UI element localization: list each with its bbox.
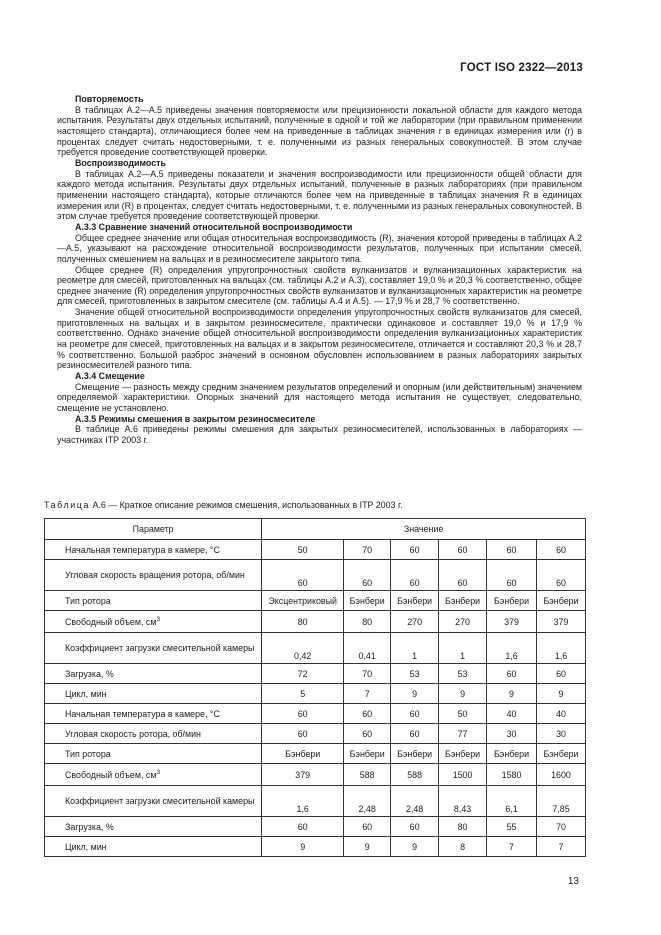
parameter-name-cell — [45, 786, 262, 817]
table-caption-label: Таблица — [44, 500, 90, 510]
value-cell: 40 — [537, 704, 586, 724]
parameter-name: Угловая скорость вращения ротора, об/мин — [65, 569, 245, 580]
value-cell: 70 — [344, 664, 391, 684]
value-cell: Бэнбери — [344, 744, 391, 764]
table-row — [45, 744, 586, 764]
parameter-name: Тип ротора — [65, 595, 111, 606]
value-cell: 60 — [344, 724, 391, 744]
value-cell: 40 — [487, 704, 537, 724]
section-heading-a35: А.3.5 Режимы смешения в закрытом резиносмесителе — [75, 413, 316, 424]
section-heading-a34: А.3.4 Смещение — [75, 371, 145, 382]
value-cell: 60 — [391, 704, 439, 724]
value-cell: 70 — [344, 540, 391, 560]
value-cell: 2,48 — [391, 786, 439, 817]
value-cell: 1580 — [487, 764, 537, 786]
value-cell: 9 — [439, 684, 487, 704]
parameter-name: Цикл, мин — [65, 688, 107, 699]
parameter-name-cell — [45, 684, 262, 704]
section-heading-repeatability: Повторяемость — [75, 94, 144, 104]
value-cell: 60 — [487, 560, 537, 591]
value-cell: 53 — [391, 664, 439, 684]
table-row — [45, 611, 586, 633]
unit-superscript: 3 — [156, 615, 161, 623]
value-cell: 8,43 — [439, 786, 487, 817]
value-cell: 60 — [262, 560, 344, 591]
parameter-name-cell — [45, 591, 262, 611]
value-cell: 9 — [487, 684, 537, 704]
value-cell: Бэнбери — [391, 591, 439, 611]
unit-superscript: 3 — [156, 768, 161, 776]
parameter-name: Цикл, мин — [65, 841, 107, 852]
value-cell: 379 — [537, 611, 586, 633]
paragraph-a33-2: Общее среднее (R) определения упругопрочностных свойств вулканизатов и вулканизационных характеристик на реометре для смесей, приготовленных на вальцах (см. таблицы А.2 и А.3), составляет 19,0 % и 20,3 % соответственно, общее среднее значение (R) определения упругопрочностных свойств вулканизатов и вулканизационных характеристик на реометре для смесей, приготовленных в закрытом смесителе (см. таблицы А.4 и А.5). — 17,9 % и 28,7 % соответственно. — [57, 264, 582, 307]
value-cell: 60 — [344, 817, 391, 837]
value-cell: 9 — [391, 684, 439, 704]
value-cell: 1,6 — [262, 786, 344, 817]
value-cell: 60 — [537, 560, 586, 591]
value-cell: Бэнбери — [487, 591, 537, 611]
value-cell: 80 — [344, 611, 391, 633]
value-cell: 7 — [344, 684, 391, 704]
parameter-name-cell — [45, 817, 262, 837]
value-cell: 270 — [391, 611, 439, 633]
table-body — [45, 540, 586, 857]
paragraph-a35-1: В таблице А.6 приведены режимы смешения для закрытых резиносмесителей, использованных в лабораториях — участниках ITP 2003 г. — [57, 424, 582, 445]
parameter-name-cell — [45, 764, 262, 786]
parameter-name: Коэффициент загрузки смесительной камеры — [65, 795, 255, 806]
value-cell: Бэнбери — [391, 744, 439, 764]
table-row — [45, 540, 586, 560]
column-header-parameter: Параметр — [45, 519, 262, 540]
section-heading-a33: А.3.3 Сравнение значений относительной воспроизводимости — [75, 221, 353, 232]
value-cell: 77 — [439, 724, 487, 744]
table-row — [45, 684, 586, 704]
value-cell: 7 — [537, 837, 586, 857]
table-row — [45, 704, 586, 724]
value-cell: 270 — [439, 611, 487, 633]
value-cell: 8 — [439, 837, 487, 857]
value-cell: Бэнбери — [537, 591, 586, 611]
value-cell: 60 — [391, 817, 439, 837]
parameter-name: Загрузка, % — [65, 821, 114, 832]
table-row — [45, 786, 586, 817]
value-cell: 80 — [262, 611, 344, 633]
value-cell: 7,85 — [537, 786, 586, 817]
value-cell: 72 — [262, 664, 344, 684]
value-cell: 9 — [537, 684, 586, 704]
value-cell: 1,6 — [537, 633, 586, 664]
value-cell: 60 — [439, 540, 487, 560]
value-cell: 60 — [391, 540, 439, 560]
value-cell: 5 — [262, 684, 344, 704]
value-cell: 1500 — [439, 764, 487, 786]
value-cell: 55 — [487, 817, 537, 837]
value-cell: 1,6 — [487, 633, 537, 664]
parameter-name: Начальная температура в камере, °С — [65, 544, 220, 555]
value-cell: Эксцентриковый — [262, 591, 344, 611]
parameter-name-cell — [45, 744, 262, 764]
paragraph-reproducibility: В таблицах А.2—А.5 приведены показатели и значения воспроизводимости или прецизионности общей области для каждого метода испытания. Результаты двух отдельных испытаний, полученные в разных лабораториях (при правильном применении настоящего стандарта), которые отличаются более чем на приведенные в таблицах значения R в единицах измерения или (R) в процентах, следует считать недостоверными, т. е. полученными из разных генеральных совокупностей. В этом случае требуется проведение соответствующей проверки. — [57, 168, 582, 222]
parameter-name-cell — [45, 540, 262, 560]
value-cell: 30 — [487, 724, 537, 744]
value-cell: 60 — [487, 664, 537, 684]
paragraph-repeatability: В таблицах А.2—А.5 приведены значения повторяемости или прецизионности локальной области для каждого метода испытания. Результаты двух отдельных испытаний, полученные в одной и той же лаборатории (при правильном применении настоящего стандарта), отличающиеся более чем на приведенные в таблицах значения r в единицах измерения или (r) в процентах следует считать недостоверными, т. е. полученными из разных генеральных совокупностей. В этом случае требуется проведение соответствующей проверки. — [57, 104, 582, 158]
parameter-name-cell — [45, 560, 262, 591]
value-cell: 9 — [391, 837, 439, 857]
table-row — [45, 560, 586, 591]
parameter-name: Начальная температура в камере, °С — [65, 708, 220, 719]
table-row — [45, 817, 586, 837]
parameter-name: Свободный объем, см — [65, 769, 157, 780]
table-caption — [44, 500, 403, 510]
section-heading-reproducibility: Воспроизводимость — [75, 157, 166, 168]
value-cell: 80 — [439, 817, 487, 837]
value-cell: Бэнбери — [439, 591, 487, 611]
paragraph-a34-1: Смещение — разность между средним значением результатов определений и опорным (или действительным) значением определяемой характеристики. Опорных значений для настоящего метода испытания не существует, следовательно, смещение не установлено. — [57, 381, 582, 414]
value-cell: 1 — [439, 633, 487, 664]
value-cell: 60 — [537, 540, 586, 560]
parameter-name-cell — [45, 633, 262, 664]
parameter-name-cell — [45, 611, 262, 633]
value-cell: 60 — [391, 560, 439, 591]
table-row — [45, 633, 586, 664]
value-cell: 6,1 — [487, 786, 537, 817]
value-cell: 60 — [262, 724, 344, 744]
value-cell: 379 — [487, 611, 537, 633]
table-header-row — [45, 519, 586, 540]
document-body — [57, 94, 582, 446]
parameter-name: Тип ротора — [65, 748, 111, 759]
paragraph-a33-3: Значение общей относительной воспроизводимости определения упругопрочностных свойств вулканизатов для смесей, приготовленных на вальцах и в закрытом резиносмесителе, практически одинаковое и составляет 19,0 % и 17,9 % соответственно. Однако значение общей относительной воспроизводимости определения вулканизационных характеристик на реометре для смесей, приготовленных на вальцах и в закрытом резиносмесителе, отличается и составляют 20,3 % и 28,7 % соответственно. Большой разброс значений в основном обусловлен использованием в разных лабораториях закрытых резиносмесителей разного типа. — [57, 307, 582, 371]
value-cell: 0,41 — [344, 633, 391, 664]
value-cell: Бэнбери — [262, 744, 344, 764]
parameter-name-cell — [45, 837, 262, 857]
table-row — [45, 591, 586, 611]
parameter-name-cell — [45, 664, 262, 684]
value-cell: Бэнбери — [439, 744, 487, 764]
parameter-name: Загрузка, % — [65, 668, 114, 679]
value-cell: 588 — [344, 764, 391, 786]
value-cell: 60 — [262, 704, 344, 724]
value-cell: 30 — [537, 724, 586, 744]
parameter-name: Угловая скорость ротора, об/мин — [65, 728, 201, 739]
value-cell: 70 — [537, 817, 586, 837]
value-cell: 60 — [537, 664, 586, 684]
parameter-name-cell — [45, 724, 262, 744]
value-cell: 60 — [439, 560, 487, 591]
value-cell: 1600 — [537, 764, 586, 786]
value-cell: 53 — [439, 664, 487, 684]
value-cell: Бэнбери — [487, 744, 537, 764]
table-row — [45, 724, 586, 744]
column-header-value: Значение — [262, 519, 586, 540]
value-cell: 60 — [262, 817, 344, 837]
parameter-name-cell — [45, 704, 262, 724]
value-cell: 60 — [391, 724, 439, 744]
value-cell: 588 — [391, 764, 439, 786]
value-cell: 9 — [344, 837, 391, 857]
value-cell: 0,42 — [262, 633, 344, 664]
value-cell: 50 — [262, 540, 344, 560]
value-cell: 9 — [262, 837, 344, 857]
value-cell: 60 — [487, 540, 537, 560]
parameter-name: Свободный объем, см — [65, 616, 157, 627]
document-standard-id: ГОСТ ISO 2322—2013 — [460, 62, 583, 74]
table-row — [45, 837, 586, 857]
value-cell: 1 — [391, 633, 439, 664]
value-cell: 60 — [344, 704, 391, 724]
value-cell: 60 — [344, 560, 391, 591]
value-cell: 2,48 — [344, 786, 391, 817]
value-cell: Бэнбери — [344, 591, 391, 611]
value-cell: 50 — [439, 704, 487, 724]
value-cell: 7 — [487, 837, 537, 857]
mixing-modes-table — [44, 518, 586, 857]
value-cell: 379 — [262, 764, 344, 786]
value-cell: Бэнбери — [537, 744, 586, 764]
paragraph-a33-1: Общее среднее значение или общая относительная воспроизводимость (R), значения которой приведены в таблицах А.2—А.5, указывают на расхождение относительной воспроизводимости результатов, полученных при испытании смесей, полученных смешением на вальцах и в резиносмесителе закрытого типа. — [57, 232, 582, 264]
page-number: 13 — [567, 876, 579, 887]
table-row — [45, 664, 586, 684]
parameter-name: Коэффициент загрузки смесительной камеры — [65, 642, 255, 653]
table-caption-text: А.6 — Краткое описание режимов смешения, использованных в ITP 2003 г. — [92, 500, 403, 510]
table-row — [45, 764, 586, 786]
